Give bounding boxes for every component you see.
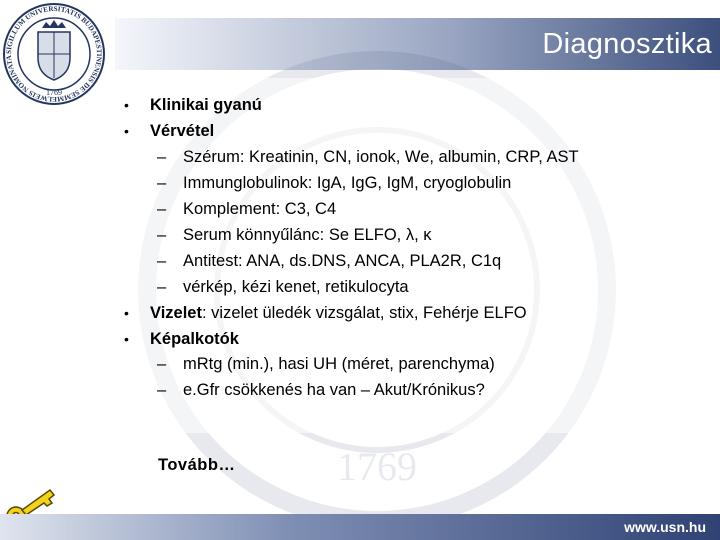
sub-item-antitest: Antitest: ANA, ds.DNS, ANCA, PLA2R, C1q (183, 252, 502, 270)
sub-dash: – (157, 252, 167, 270)
sub-item-komplement: Komplement: C3, C4 (183, 200, 337, 218)
sub-dash: – (157, 226, 167, 244)
university-seal-icon (2, 2, 106, 106)
sub-item-egfr: e.Gfr csökkenés ha van – Akut/Krónikus? (183, 381, 485, 399)
slide-footer (0, 514, 720, 540)
footer-url[interactable]: www.usn.hu (624, 519, 706, 535)
bullet-vizelet: Vizelet: vizelet üledék vizsgálat, stix, Fehérje ELFO (150, 304, 527, 322)
sub-dash: – (157, 355, 167, 373)
sub-dash: – (157, 381, 167, 399)
seal-year: 1769 (46, 88, 62, 97)
bullet-vervetel: Vérvétel (150, 122, 215, 140)
svg-text:1769: 1769 (337, 444, 417, 489)
bullet-kepalkotok: Képalkotók (150, 330, 239, 348)
sub-item-verkep: vérkép, kézi kenet, retikulocyta (183, 278, 409, 296)
slide-title: Diagnosztika (542, 28, 712, 60)
bullet-marker: • (124, 305, 129, 321)
sub-item-immunglobulinok: Immunglobulinok: IgA, IgG, IgM, cryoglobulin (183, 174, 512, 192)
seal-ring-text: SIGILLUM UNIVERSITATIS BUDAPESTINENSIS DE SEMMELWEIS NOMINATA (4, 4, 104, 104)
sub-dash: – (157, 148, 167, 166)
sub-dash: – (157, 278, 167, 296)
sub-dash: – (157, 200, 167, 218)
sub-dash: – (157, 174, 167, 192)
bullet-klinikai-gyanu: Klinikai gyanú (150, 96, 262, 114)
sub-item-serum-konnyulanc: Serum könnyűlánc: Se ELFO, λ, κ (183, 226, 432, 244)
bullet-marker: • (124, 123, 129, 139)
bullet-marker: • (124, 331, 129, 347)
bullet-marker: • (124, 97, 129, 113)
sub-item-szerum: Szérum: Kreatinin, CN, ionok, We, albumin, CRP, AST (183, 148, 579, 166)
more-link[interactable]: Tovább… (158, 456, 236, 474)
sub-item-mrtg: mRtg (min.), hasi UH (méret, parenchyma) (183, 355, 495, 373)
